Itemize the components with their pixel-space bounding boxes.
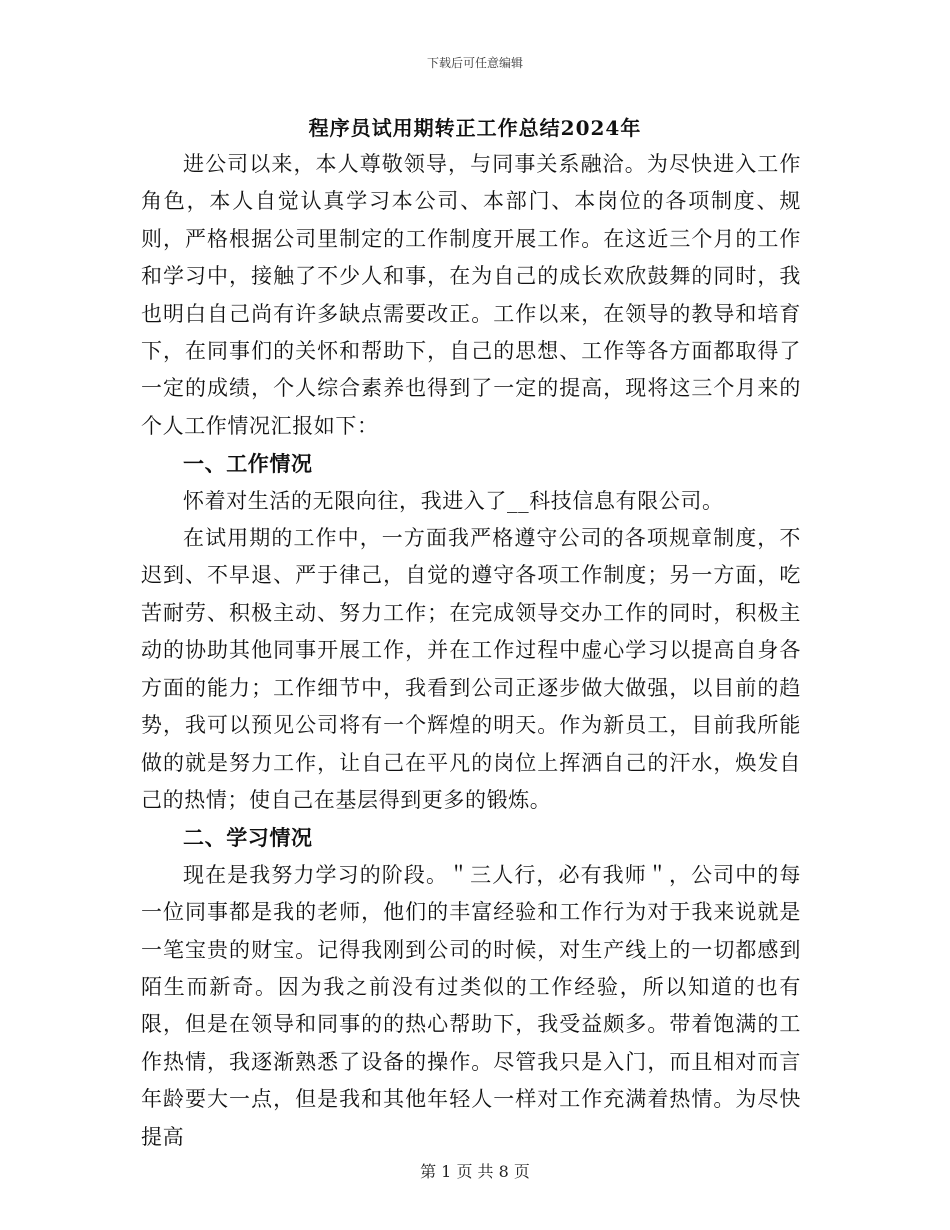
- paragraph-probation-work: 在试用期的工作中，一方面我严格遵守公司的各项规章制度，不迟到、不早退、严于律己，自觉的遵守各项工作制度；另一方面，吃苦耐劳、积极主动、努力工作；在完成领导交办工作的同时，积极主动的协助其他同事开展工作，并在工作过程中虚心学习以提高自身各方面的能力；工作细节中，我看到公司正逐步做大做强，以目前的趋势，我可以预见公司将有一个辉煌的明天。作为新员工，目前我所能做的就是努力工作，让自己在平凡的岗位上挥洒自己的汗水，焕发自己的热情；使自己在基层得到更多的锻炼。: [141, 526, 801, 812]
- page-number-footer: 第 1 页 共 8 页: [420, 1162, 530, 1181]
- section-heading-work: 一、工作情况: [183, 451, 313, 477]
- document-body: [141, 146, 801, 1156]
- paragraph-joining: 怀着对生活的无限向往，我进入了__科技信息有限公司。: [183, 488, 724, 513]
- paragraph-intro: 进公司以来，本人尊敬领导，与同事关系融洽。为尽快进入工作角色，本人自觉认真学习本公司、本部门、本岗位的各项制度、规则，严格根据公司里制定的工作制度开展工作。在这近三个月的工作和学习中，接触了不少人和事，在为自己的成长欢欣鼓舞的同时，我也明白自己尚有许多缺点需要改正。工作以来，在领导的教导和培育下，在同事们的关怀和帮助下，自己的思想、工作等各方面都取得了一定的成绩，个人综合素养也得到了一定的提高，现将这三个月来的个人工作情况汇报如下：: [141, 152, 801, 438]
- paragraph-study: 现在是我努力学习的阶段。＂三人行，必有我师＂，公司中的每一位同事都是我的老师，他们的丰富经验和工作行为对于我来说就是一笔宝贵的财宝。记得我刚到公司的时候，对生产线上的一切都感到陌生而新奇。因为我之前没有过类似的工作经验，所以知道的也有限，但是在领导和同事的的热心帮助下，我受益颇多。带着饱满的工作热情，我逐渐熟悉了设备的操作。尽管我只是入门，而且相对而言年龄要大一点，但是我和其他年轻人一样对工作充满着热情。为尽快提高: [141, 862, 801, 1149]
- document-title: 程序员试用期转正工作总结2024年: [308, 116, 642, 140]
- header-note: 下载后可任意编辑: [426, 56, 523, 70]
- section-heading-study: 二、学习情况: [183, 825, 313, 851]
